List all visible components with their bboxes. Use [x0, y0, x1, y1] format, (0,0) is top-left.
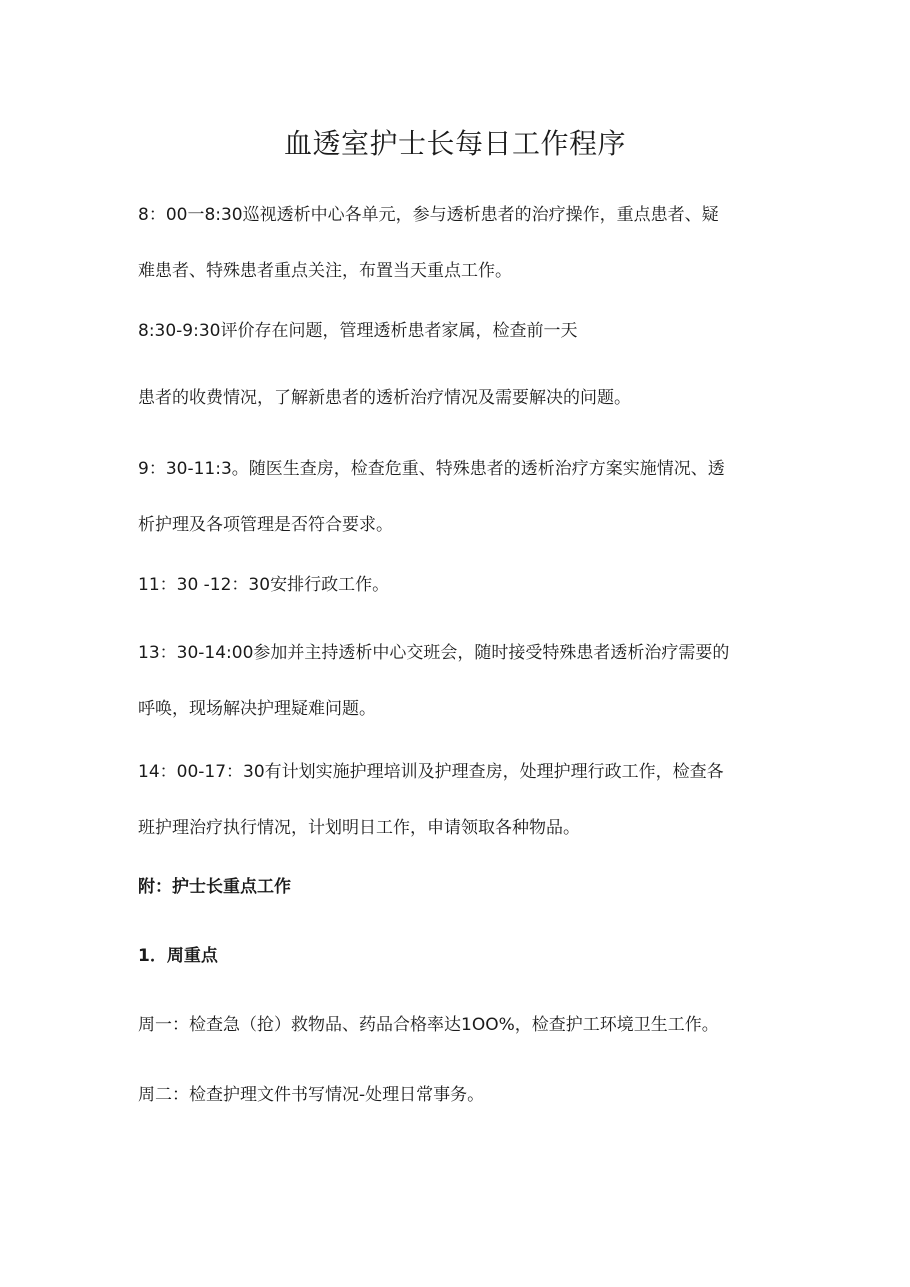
schedule-paragraph-0830: [138, 303, 778, 359]
schedule-paragraph-1400: [138, 744, 778, 856]
paragraph-line: 8:30-9:30评价存在问题，管理透析患者家属，检查前一天: [138, 321, 578, 341]
paragraph-line: 患者的收费情况，了解新患者的透析治疗情况及需要解决的问题。: [138, 388, 631, 408]
paragraph-line: 9：30-11:3。随医生查房，检查危重、特殊患者的透析治疗方案实施情况、透: [138, 459, 725, 479]
paragraph-line: 11：30 -12：30安排行政工作。: [138, 575, 390, 595]
document-title: 血透室护士长每日工作程序: [283, 127, 626, 160]
paragraph-line: 13：30-14:00参加并主持透析中心交班会，随时接受特殊患者透析治疗需要的: [138, 643, 730, 663]
paragraph-line: 难患者、特殊患者重点关注，布置当天重点工作。: [138, 261, 512, 281]
weekly-item-tuesday: 周二：检查护理文件书写情况-处理日常事务。: [138, 1085, 485, 1105]
paragraph-line: 8：00一8:30巡视透析中心各单元，参与透析患者的治疗操作，重点患者、疑: [138, 205, 719, 225]
weekly-item-monday: 周一：检查急（抢）救物品、药品合格率达1OO%，检查护工环境卫生工作。: [138, 1015, 719, 1035]
schedule-paragraph-0800: [138, 187, 778, 299]
schedule-paragraph-1130: [138, 557, 778, 613]
paragraph-line: 14：00-17：30有计划实施护理培训及护理查房，处理护理行政工作，检查各: [138, 762, 724, 782]
paragraph-line: 班护理治疗执行情况，计划明日工作，申请领取各种物品。: [138, 818, 580, 838]
appendix-heading: 附：护士长重点工作: [138, 877, 291, 897]
schedule-paragraph-0930: [138, 441, 778, 553]
schedule-paragraph-0830-cont: [138, 370, 778, 426]
paragraph-line: 呼唤，现场解决护理疑难问题。: [138, 699, 376, 719]
paragraph-line: 析护理及各项管理是否符合要求。: [138, 515, 393, 535]
weekly-section-heading: 1．周重点: [138, 946, 218, 966]
schedule-paragraph-1330: [138, 625, 778, 737]
